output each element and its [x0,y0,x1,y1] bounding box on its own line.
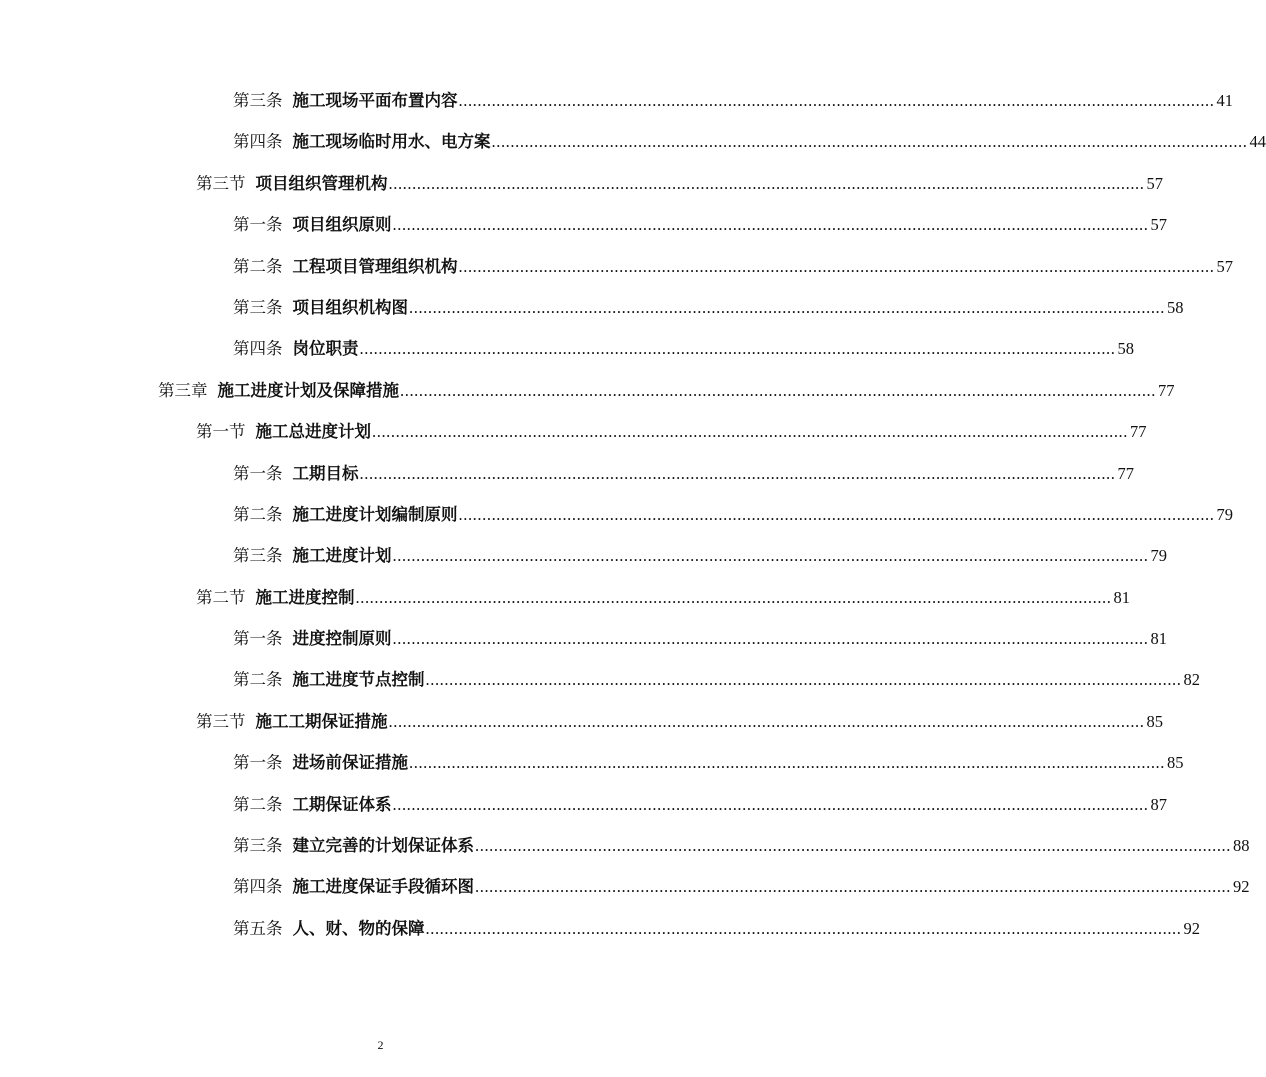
toc-entry[interactable] [0,421,1147,462]
toc-leader-dots: ................................................................................................................................................................ [355,587,1112,607]
toc-entry-page: 79 [1150,546,1167,566]
toc-entry-page: 82 [1183,670,1200,690]
toc-entry[interactable] [0,256,1233,297]
toc-entry-title: 项目组织机构图 [292,297,408,317]
toc-entry-page: 85 [1167,753,1184,773]
toc-entry[interactable] [0,504,1233,545]
toc-entry-label: 第二节 [196,587,246,607]
toc-entry-title: 施工进度计划及保障措施 [217,380,399,400]
toc-entry-label: 第四条 [233,132,283,152]
toc-entry-title: 建立完善的计划保证体系 [292,836,474,856]
toc-entry-page: 92 [1233,877,1250,897]
toc-entry[interactable] [0,628,1167,669]
toc-leader-dots: ................................................................................................................................................................ [491,132,1248,152]
toc-leader-dots: ................................................................................................................................................................ [388,173,1145,193]
toc-entry-title: 岗位职责 [292,339,359,359]
toc-entry-label: 第二条 [233,670,283,690]
toc-entry-label: 第四条 [233,877,283,897]
toc-entry-title: 施工现场临时用水、电方案 [292,132,491,152]
toc-entry[interactable] [0,173,1163,214]
toc-entry-title: 施工进度节点控制 [292,670,425,690]
toc-entry[interactable] [0,835,1250,876]
toc-entry-label: 第三条 [233,836,283,856]
toc-entry[interactable] [0,297,1184,338]
toc-leader-dots: ................................................................................................................................................................ [392,546,1149,566]
toc-entry-label: 第三条 [233,546,283,566]
toc-entry-page: 92 [1183,918,1200,938]
toc-leader-dots: ................................................................................................................................................................ [425,918,1182,938]
toc-entry[interactable] [0,752,1184,793]
toc-entry[interactable] [0,587,1130,628]
toc-entry-label: 第二条 [233,504,283,524]
toc-entry-title: 施工进度计划 [292,546,392,566]
toc-entry-label: 第三条 [233,91,283,110]
toc-entry-label: 第五条 [233,918,283,938]
toc-entry-page: 41 [1216,91,1233,110]
toc-entry[interactable] [0,669,1200,710]
toc-entry[interactable] [0,214,1167,255]
toc-leader-dots: ................................................................................................................................................................ [475,877,1231,897]
toc-entry-title: 施工工期保证措施 [255,711,388,731]
toc-entry-label: 第四条 [233,339,283,359]
toc-entry-title: 施工进度保证手段循环图 [292,877,474,897]
toc-leader-dots: ................................................................................................................................................................ [392,794,1149,814]
toc-entry[interactable] [0,876,1250,917]
toc-entry-page: 58 [1167,297,1184,317]
toc-entry-page: 88 [1233,836,1250,856]
table-of-contents [0,90,1266,959]
toc-entry[interactable] [0,380,1175,421]
toc-entry-page: 57 [1216,256,1233,276]
toc-entry-title: 施工进度控制 [255,587,355,607]
toc-entry[interactable] [0,90,1233,131]
toc-leader-dots: ................................................................................................................................................................ [392,215,1149,235]
toc-entry-label: 第三章 [158,380,208,400]
toc-entry-title: 人、财、物的保障 [292,918,425,938]
toc-entry-label: 第一条 [233,753,283,773]
toc-leader-dots: ................................................................................................................................................................ [409,297,1165,317]
toc-entry-page: 77 [1117,463,1134,483]
toc-leader-dots: ................................................................................................................................................................ [458,504,1215,524]
page-number: 2 [377,1038,384,1052]
toc-entry[interactable] [0,463,1134,504]
toc-entry-label: 第一节 [196,422,246,442]
toc-leader-dots: ................................................................................................................................................................ [372,422,1128,442]
toc-entry-label: 第三节 [196,173,246,193]
toc-entry-title: 项目组织原则 [292,215,392,235]
toc-leader-dots: ................................................................................................................................................................ [409,753,1165,773]
toc-entry-label: 第二条 [233,794,283,814]
toc-leader-dots: ................................................................................................................................................................ [392,629,1149,649]
toc-entry[interactable] [0,711,1163,752]
toc-entry-label: 第一条 [233,629,283,649]
toc-leader-dots: ................................................................................................................................................................ [359,339,1116,359]
toc-entry-page: 57 [1146,173,1163,193]
toc-entry-label: 第一条 [233,463,283,483]
toc-entry-title: 进度控制原则 [292,629,392,649]
toc-entry-page: 58 [1117,339,1134,359]
toc-entry-title: 施工现场平面布置内容 [292,91,458,110]
toc-entry-title: 工期保证体系 [292,794,392,814]
toc-leader-dots: ................................................................................................................................................................ [388,711,1145,731]
toc-entry-title: 项目组织管理机构 [255,173,388,193]
toc-entry[interactable] [0,918,1200,959]
toc-entry-title: 进场前保证措施 [292,753,408,773]
toc-leader-dots: ................................................................................................................................................................ [400,380,1156,400]
toc-entry-title: 工程项目管理组织机构 [292,256,458,276]
toc-entry-page: 77 [1130,422,1147,442]
toc-leader-dots: ................................................................................................................................................................ [458,256,1215,276]
toc-entry-page: 81 [1113,587,1130,607]
toc-entry-page: 79 [1216,504,1233,524]
toc-leader-dots: ................................................................................................................................................................ [475,836,1231,856]
toc-leader-dots: ................................................................................................................................................................ [425,670,1182,690]
toc-entry-page: 57 [1150,215,1167,235]
toc-entry-page: 81 [1150,629,1167,649]
toc-entry-label: 第二条 [233,256,283,276]
toc-entry-page: 85 [1146,711,1163,731]
toc-entry-page: 87 [1150,794,1167,814]
toc-leader-dots: ................................................................................................................................................................ [359,463,1116,483]
toc-entry-title: 工期目标 [292,463,359,483]
toc-entry-page: 77 [1158,380,1175,400]
toc-entry[interactable] [0,338,1134,379]
toc-entry-label: 第三条 [233,297,283,317]
toc-entry[interactable] [0,794,1167,835]
toc-entry-label: 第一条 [233,215,283,235]
toc-entry-page: 44 [1249,132,1266,152]
toc-entry[interactable] [0,131,1266,172]
toc-entry[interactable] [0,545,1167,586]
toc-entry-label: 第三节 [196,711,246,731]
toc-entry-title: 施工进度计划编制原则 [292,504,458,524]
toc-leader-dots: ................................................................................................................................................................ [458,91,1215,110]
toc-entry-title: 施工总进度计划 [255,422,371,442]
